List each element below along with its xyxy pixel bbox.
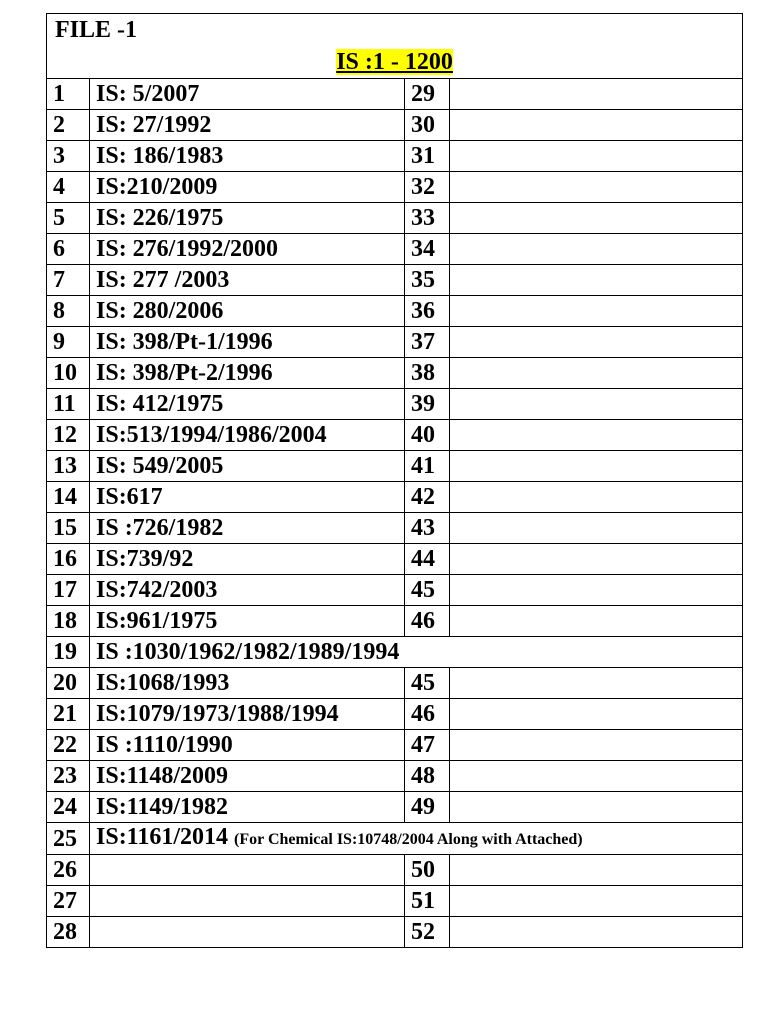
standard-cell [90,141,405,172]
row-number: 28 [47,917,90,948]
row-number: 27 [47,886,90,917]
row-number: 3 [47,141,90,172]
standard-cell [90,203,405,234]
empty-cell [450,761,743,792]
standard-code: IS: 27/1992 [96,112,212,138]
right-number: 29 [405,79,450,110]
table-row [47,420,743,451]
empty-cell [450,886,743,917]
empty-cell [450,917,743,948]
row-number: 7 [47,265,90,296]
standard-cell [90,296,405,327]
table-row [47,699,743,730]
standard-code: IS:961/1975 [96,608,218,634]
standard-code: IS:1149/1982 [96,794,229,820]
standard-cell [90,358,405,389]
standard-cell [90,327,405,358]
row-number: 10 [47,358,90,389]
standard-cell [90,265,405,296]
table-row [47,110,743,141]
empty-cell [450,575,743,606]
row-number: 14 [47,482,90,513]
standard-code: IS :726/1982 [96,515,224,541]
standard-cell [90,761,405,792]
table-row [47,451,743,482]
row-number: 9 [47,327,90,358]
right-number: 38 [405,358,450,389]
row-number: 20 [47,668,90,699]
standard-cell [90,110,405,141]
row-number: 2 [47,110,90,141]
standard-code: IS:1068/1993 [96,670,230,696]
standard-cell [90,699,405,730]
right-number: 32 [405,172,450,203]
right-number: 45 [405,668,450,699]
empty-cell [450,141,743,172]
file-label: FILE -1 [55,17,138,43]
row-number: 17 [47,575,90,606]
table-row [47,172,743,203]
standard-cell [90,389,405,420]
right-number: 42 [405,482,450,513]
row-number: 8 [47,296,90,327]
empty-cell [450,792,743,823]
right-number: 37 [405,327,450,358]
empty-cell [450,389,743,420]
right-number: 39 [405,389,450,420]
right-number: 52 [405,917,450,948]
standard-code: IS:513/1994/1986/2004 [96,422,327,448]
standard-cell [90,637,743,668]
table-row [47,389,743,420]
standard-code: IS: 186/1983 [96,143,224,169]
right-number: 51 [405,886,450,917]
standard-note: (For Chemical IS:10748/2004 Along with Attached) [234,831,583,848]
empty-cell [450,234,743,265]
empty-cell [450,420,743,451]
row-number: 24 [47,792,90,823]
standard-code: IS:1079/1973/1988/1994 [96,701,339,727]
table-row [47,855,743,886]
empty-cell [450,203,743,234]
row-number: 6 [47,234,90,265]
table-row [47,203,743,234]
row-number: 13 [47,451,90,482]
table-row [47,327,743,358]
right-number: 45 [405,575,450,606]
table-row [47,265,743,296]
row-number: 22 [47,730,90,761]
right-number: 36 [405,296,450,327]
standard-code: IS :1110/1990 [96,732,233,758]
empty-cell [450,172,743,203]
empty-cell [450,110,743,141]
empty-cell [450,265,743,296]
table-row [47,482,743,513]
standard-cell [90,451,405,482]
row-number: 11 [47,389,90,420]
row-number: 21 [47,699,90,730]
right-number: 31 [405,141,450,172]
row-number: 15 [47,513,90,544]
row-number: 5 [47,203,90,234]
empty-cell [450,451,743,482]
table-row [47,234,743,265]
standard-code: IS: 398/Pt-1/1996 [96,329,273,355]
standard-cell [90,172,405,203]
table-row [47,79,743,110]
row-number: 12 [47,420,90,451]
standard-cell [90,234,405,265]
standard-code: IS: 277 /2003 [96,267,230,293]
table-row [47,761,743,792]
table-row [47,917,743,948]
row-number: 23 [47,761,90,792]
right-number: 49 [405,792,450,823]
standard-code: IS:210/2009 [96,174,218,200]
table-row [47,513,743,544]
right-number: 33 [405,203,450,234]
table-row [47,823,743,855]
table-row [47,730,743,761]
right-number: 34 [405,234,450,265]
table-row [47,637,743,668]
table-row [47,544,743,575]
header-cell [47,14,743,79]
standard-cell [90,823,743,855]
empty-cell [450,730,743,761]
empty-cell [450,606,743,637]
standard-code: IS: 280/2006 [96,298,224,324]
standard-code: IS: 276/1992/2000 [96,236,279,262]
right-number: 41 [405,451,450,482]
standard-cell [90,668,405,699]
empty-cell [450,296,743,327]
standard-cell [90,544,405,575]
standard-code: IS:742/2003 [96,577,218,603]
empty-cell [450,482,743,513]
row-number: 1 [47,79,90,110]
empty-cell [450,544,743,575]
standard-code: IS:739/92 [96,546,194,572]
row-number: 18 [47,606,90,637]
row-number: 19 [47,637,90,668]
empty-cell [450,513,743,544]
empty-cell [450,79,743,110]
table-row [47,668,743,699]
standard-code: IS: 412/1975 [96,391,224,417]
standard-code: IS:1161/2014 [96,824,229,850]
table-row [47,606,743,637]
table-row [47,886,743,917]
table-row [47,141,743,172]
table-row [47,792,743,823]
right-number: 43 [405,513,450,544]
row-number: 4 [47,172,90,203]
standard-cell [90,513,405,544]
standard-cell [90,420,405,451]
standard-cell [90,606,405,637]
range-title: IS :1 - 1200 [336,49,453,75]
row-number: 26 [47,855,90,886]
right-number: 46 [405,699,450,730]
table-row [47,296,743,327]
standard-cell [90,917,405,948]
standard-code: IS:617 [96,484,163,510]
header-row [47,14,743,79]
file-index-table [46,13,743,948]
right-number: 50 [405,855,450,886]
standard-code: IS: 226/1975 [96,205,224,231]
row-number: 25 [47,823,90,855]
table-row [47,575,743,606]
empty-cell [450,327,743,358]
right-number: 40 [405,420,450,451]
standard-cell [90,730,405,761]
standard-code: IS :1030/1962/1982/1989/1994 [96,639,400,665]
empty-cell [450,668,743,699]
range-title-wrap [47,48,742,76]
row-number: 16 [47,544,90,575]
standard-cell [90,855,405,886]
standard-cell [90,792,405,823]
right-number: 30 [405,110,450,141]
table-row [47,358,743,389]
standard-cell [90,575,405,606]
standard-cell [90,482,405,513]
standard-code: IS:1148/2009 [96,763,229,789]
standard-cell [90,886,405,917]
right-number: 46 [405,606,450,637]
standard-code: IS: 5/2007 [96,81,200,107]
right-number: 44 [405,544,450,575]
right-number: 35 [405,265,450,296]
empty-cell [450,358,743,389]
table-body [47,14,743,948]
empty-cell [450,699,743,730]
standard-code: IS: 398/Pt-2/1996 [96,360,273,386]
right-number: 48 [405,761,450,792]
right-number: 47 [405,730,450,761]
standard-code: IS: 549/2005 [96,453,224,479]
standard-cell [90,79,405,110]
empty-cell [450,855,743,886]
